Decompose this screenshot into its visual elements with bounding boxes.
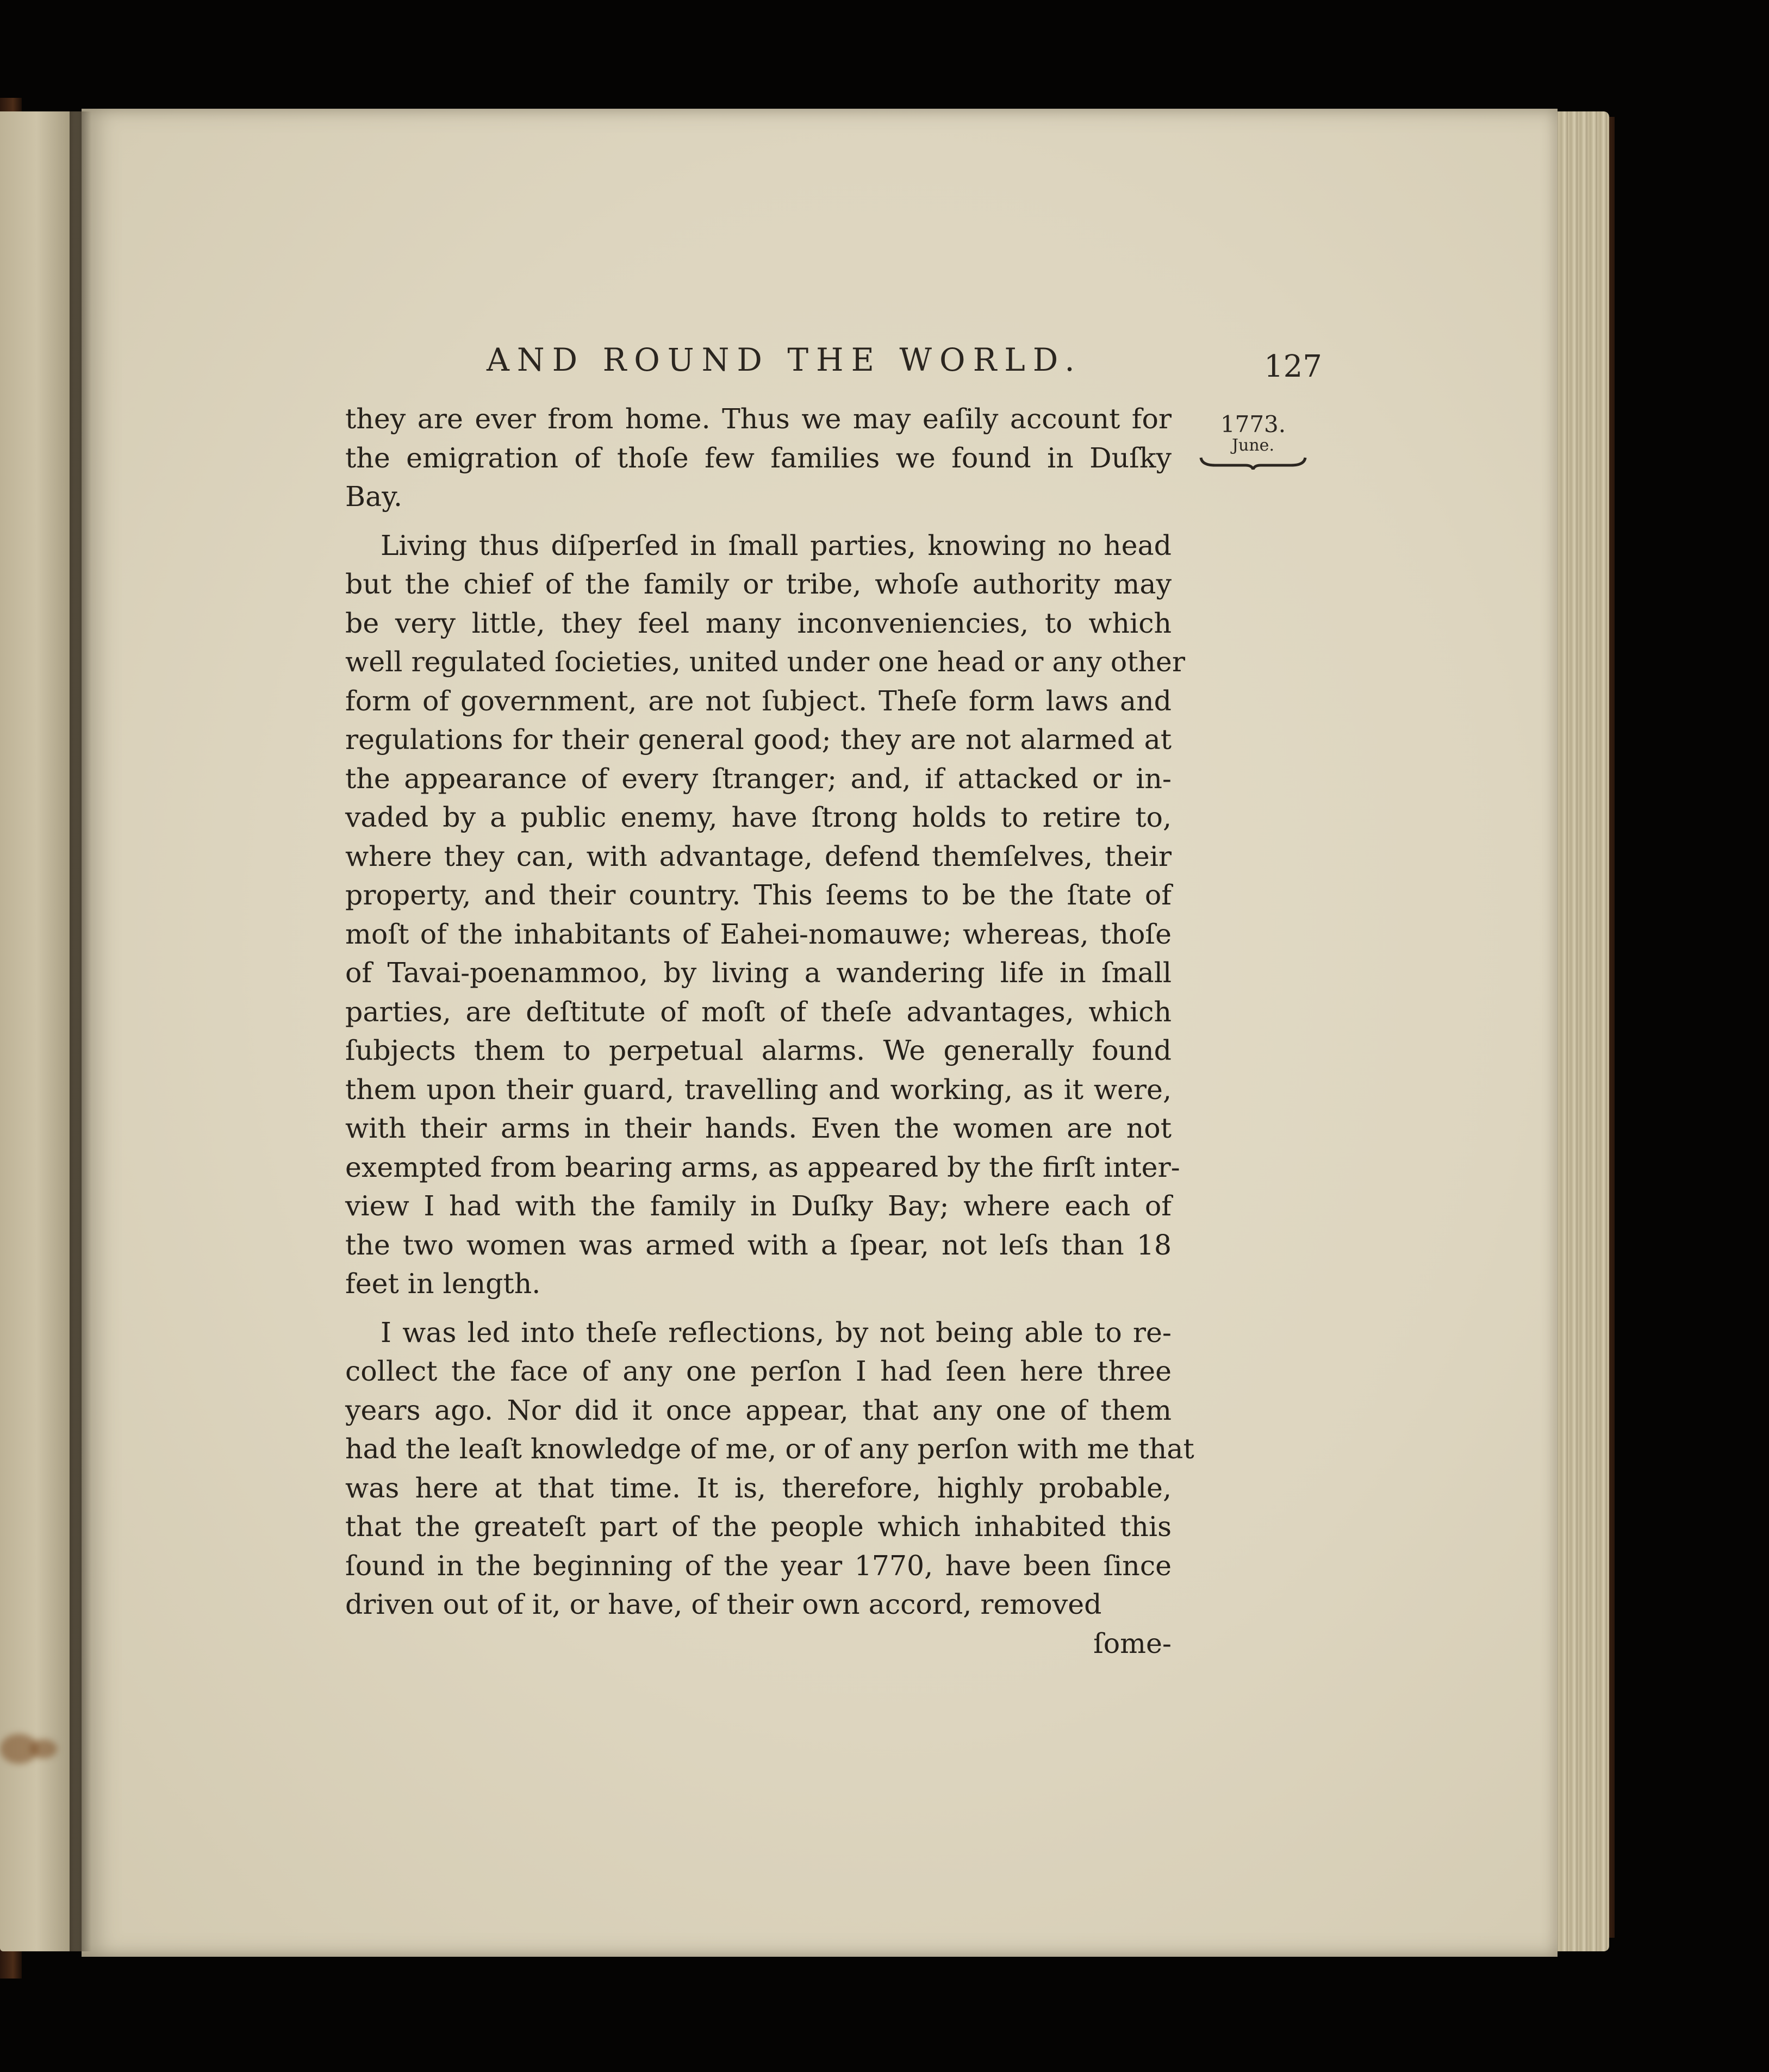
text-line: form of government, are not ſubject. Theſe form laws and <box>345 684 1172 717</box>
text-line: but the chief of the family or tribe, whoſe authority may <box>345 568 1172 600</box>
text-line: had the leaſt knowledge of me, or of any perſon with me that <box>345 1433 1194 1465</box>
text-line: them upon their guard, travelling and working, as it were, <box>345 1073 1172 1106</box>
margin-year: 1773. <box>1220 411 1286 438</box>
text-line: Living thus diſperſed in ſmall parties, knowing no head <box>381 529 1172 561</box>
paragraph <box>345 526 1185 1303</box>
margin-month: June. <box>1232 436 1274 455</box>
foxing-stain <box>30 1739 57 1758</box>
text-line: ſubjects them to perpetual alarms. We generally found <box>345 1034 1172 1066</box>
text-line: vaded by a public enemy, have ſtrong holds to retire to, <box>345 801 1172 833</box>
paragraph <box>345 1313 1194 1624</box>
text-line: collect the face of any one perſon I had ſeen here three <box>345 1355 1172 1387</box>
text-line: Bay. <box>345 480 403 513</box>
text-line: regulations for their general good; they are not alarmed at <box>345 723 1172 756</box>
text-line: view I had with the family in Duſky Bay; where each of <box>345 1190 1172 1222</box>
text-line: feet in length. <box>345 1268 541 1300</box>
catchword: ſome- <box>1093 1627 1172 1659</box>
text-line: ſound in the beginning of the year 1770, have been ſince <box>345 1549 1172 1582</box>
text-line: driven out of it, or have, of their own accord, removed <box>345 1588 1102 1620</box>
text-line: exempted from bearing arms, as appeared by the firſt inter- <box>345 1151 1180 1183</box>
text-line: with their arms in their hands. Even the women are not <box>345 1112 1172 1144</box>
running-head: AND ROUND THE WORLD. <box>487 341 1082 378</box>
text-line: where they can, with advantage, defend themſelves, their <box>345 840 1172 872</box>
text-line: I was led into theſe reflections, by not being able to re- <box>381 1316 1172 1349</box>
text-line: they are ever from home. Thus we may eaſily account for <box>345 403 1172 435</box>
text-line: the appearance of every ſtranger; and, if attacked or in- <box>345 762 1172 795</box>
text-line: that the greateſt part of the people which inhabited this <box>345 1511 1172 1543</box>
text-line: be very little, they feel many inconveniencies, to which <box>345 607 1172 639</box>
page-number: 127 <box>1264 349 1322 384</box>
text-line: was here at that time. It is, therefore, highly probable, <box>345 1471 1172 1504</box>
spine-shadow <box>70 111 91 1951</box>
brace-mark <box>1199 455 1307 470</box>
text-line: of Tavai-poenammoo, by living a wandering life in ſmall <box>345 957 1172 989</box>
paragraph <box>345 400 1172 516</box>
text-line: well regulated ſocieties, united under one head or any other <box>345 646 1185 678</box>
text-line: property, and their country. This ſeems to be the ſtate of <box>345 879 1172 911</box>
text-line: the emigration of thoſe few families we found in Duſky <box>345 441 1172 474</box>
text-line: the two women was armed with a ſpear, not leſs than 18 <box>345 1228 1172 1261</box>
text-line: parties, are deſtitute of moſt of theſe advantages, which <box>345 995 1172 1028</box>
text-line: years ago. Nor did it once appear, that any one of them <box>345 1394 1172 1426</box>
text-line: moſt of the inhabitants of Eahei-nomauwe; whereas, thoſe <box>345 918 1172 950</box>
body-text <box>345 400 1194 1663</box>
margin-date-note <box>1196 413 1310 470</box>
